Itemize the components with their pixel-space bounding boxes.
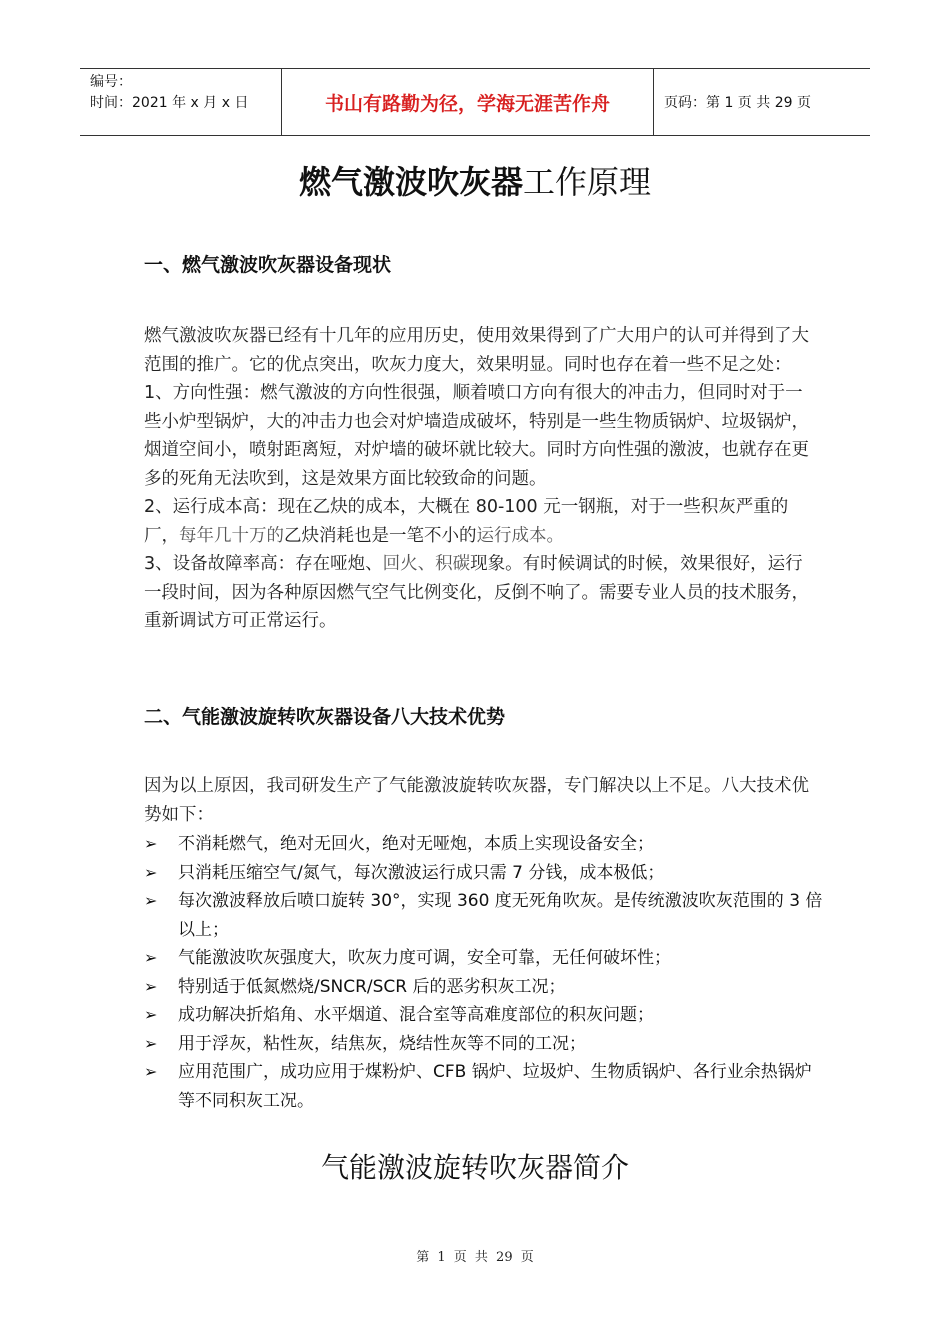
section1-heading: 一、燃气激波吹灰器设备现状: [144, 254, 392, 276]
section1-point3: [144, 550, 820, 636]
point3-text-a: 3、设备故障率高：存在哑炮、: [144, 554, 383, 574]
advantages-list: [144, 830, 824, 1115]
arrow-bullet-icon: ➢: [144, 948, 158, 967]
arrow-bullet-icon: ➢: [144, 862, 158, 882]
number-label: 编号：: [90, 74, 132, 90]
page-header: [80, 68, 870, 136]
section2-intro: 因为以上原因，我司研发生产了气能激波旋转吹灰器，专门解决以上不足。八大技术优势如下：: [144, 776, 809, 825]
point2-text-d: 运行成本。: [476, 525, 564, 546]
point3-text-b: 回火、积碳: [382, 554, 471, 574]
arrow-bullet-icon: ➢: [144, 1062, 158, 1081]
arrow-bullet-icon: ➢: [144, 834, 158, 853]
point2-text-a: 2、运行成本高：现在乙炔的成本，大概在 80-100 元一钢瓶，对于一些积灰严重的厂，: [144, 497, 789, 546]
page-footer: 第 1 页 共 29 页: [416, 1250, 534, 1265]
list-item: ➢ 只消耗压缩空气/氮气，每次激波运行成只需 7 分钱，成本极低；: [144, 859, 824, 888]
point2-text-b: 每年几十万的: [179, 525, 284, 546]
point2-text-c: 乙炔消耗也是一笔不小的: [284, 525, 477, 546]
list-item: ➢ 特别适于低氮燃烧/SNCR/SCR 后的恶劣积灰工况；: [144, 973, 824, 1002]
section1-point2: [144, 493, 820, 550]
arrow-bullet-icon: ➢: [144, 1033, 158, 1053]
list-item: ➢ 气能激波吹灰强度大，吹灰力度可调，安全可靠，无任何破坏性；: [144, 944, 824, 973]
arrow-bullet-icon: ➢: [144, 976, 158, 996]
point3-text-c: 现象。有时候调试的时候，效果很好，运行一段时间，因为各种原因燃气空气比例变化，反倒不响了。需要专业人员的技术服务，重新调试方可正常运行。: [144, 554, 809, 631]
title-bold-part: 燃气激波吹灰器: [298, 163, 523, 201]
list-item: ➢ 不消耗燃气，绝对无回火，绝对无哑炮，本质上实现设备安全；: [144, 830, 824, 859]
list-item: ➢ 用于浮灰，粘性灰，结焦灰，烧结性灰等不同的工况；: [144, 1030, 824, 1059]
time-label: 时间：2021 年 x 月 x 日: [90, 95, 249, 111]
section1-body: [144, 322, 820, 636]
arrow-bullet-icon: ➢: [144, 1005, 158, 1024]
document-title: [0, 160, 950, 204]
header-meta: [80, 69, 282, 135]
list-item: ➢ 应用范围广，成功应用于煤粉炉、CFB 锅炉、垃圾炉、生物质锅炉、各行业余热锅炉等不同积灰工况。: [144, 1058, 824, 1115]
section1-intro: 燃气激波吹灰器已经有十几年的应用历史，使用效果得到了广大用户的认可并得到了大范围的推广。它的优点突出，吹灰力度大，效果明显。同时也存在着一些不足之处：: [144, 326, 809, 375]
title-light-part: 工作原理: [523, 163, 652, 201]
list-item: ➢ 成功解决折焰角、水平烟道、混合室等高难度部位的积灰问题；: [144, 1001, 824, 1030]
section2-heading: 二、气能激波旋转吹灰器设备八大技术优势: [144, 706, 506, 728]
section3-title: 气能激波旋转吹灰器简介: [320, 1151, 629, 1184]
arrow-bullet-icon: ➢: [144, 891, 158, 910]
list-item: ➢ 每次激波释放后喷口旋转 30°，实现 360 度无死角吹灰。是传统激波吹灰范围的 3 倍以上；: [144, 887, 824, 944]
header-motto: 书山有路勤为径，学海无涯苦作舟: [282, 69, 654, 135]
header-page-info: 页码：第 1 页 共 29 页: [664, 95, 811, 111]
section1-point1: 1、方向性强：燃气激波的方向性很强，顺着喷口方向有很大的冲击力，但同时对于一些小炉型锅炉，大的冲击力也会对炉墙造成破坏，特别是一些生物质锅炉、垃圾锅炉，烟道空间小，喷射距离短，对炉墙的破坏就比较大。同时方向性强的激波，也就存在更多的死角无法吹到，这是效果方面比较致命的问题。: [144, 383, 809, 489]
